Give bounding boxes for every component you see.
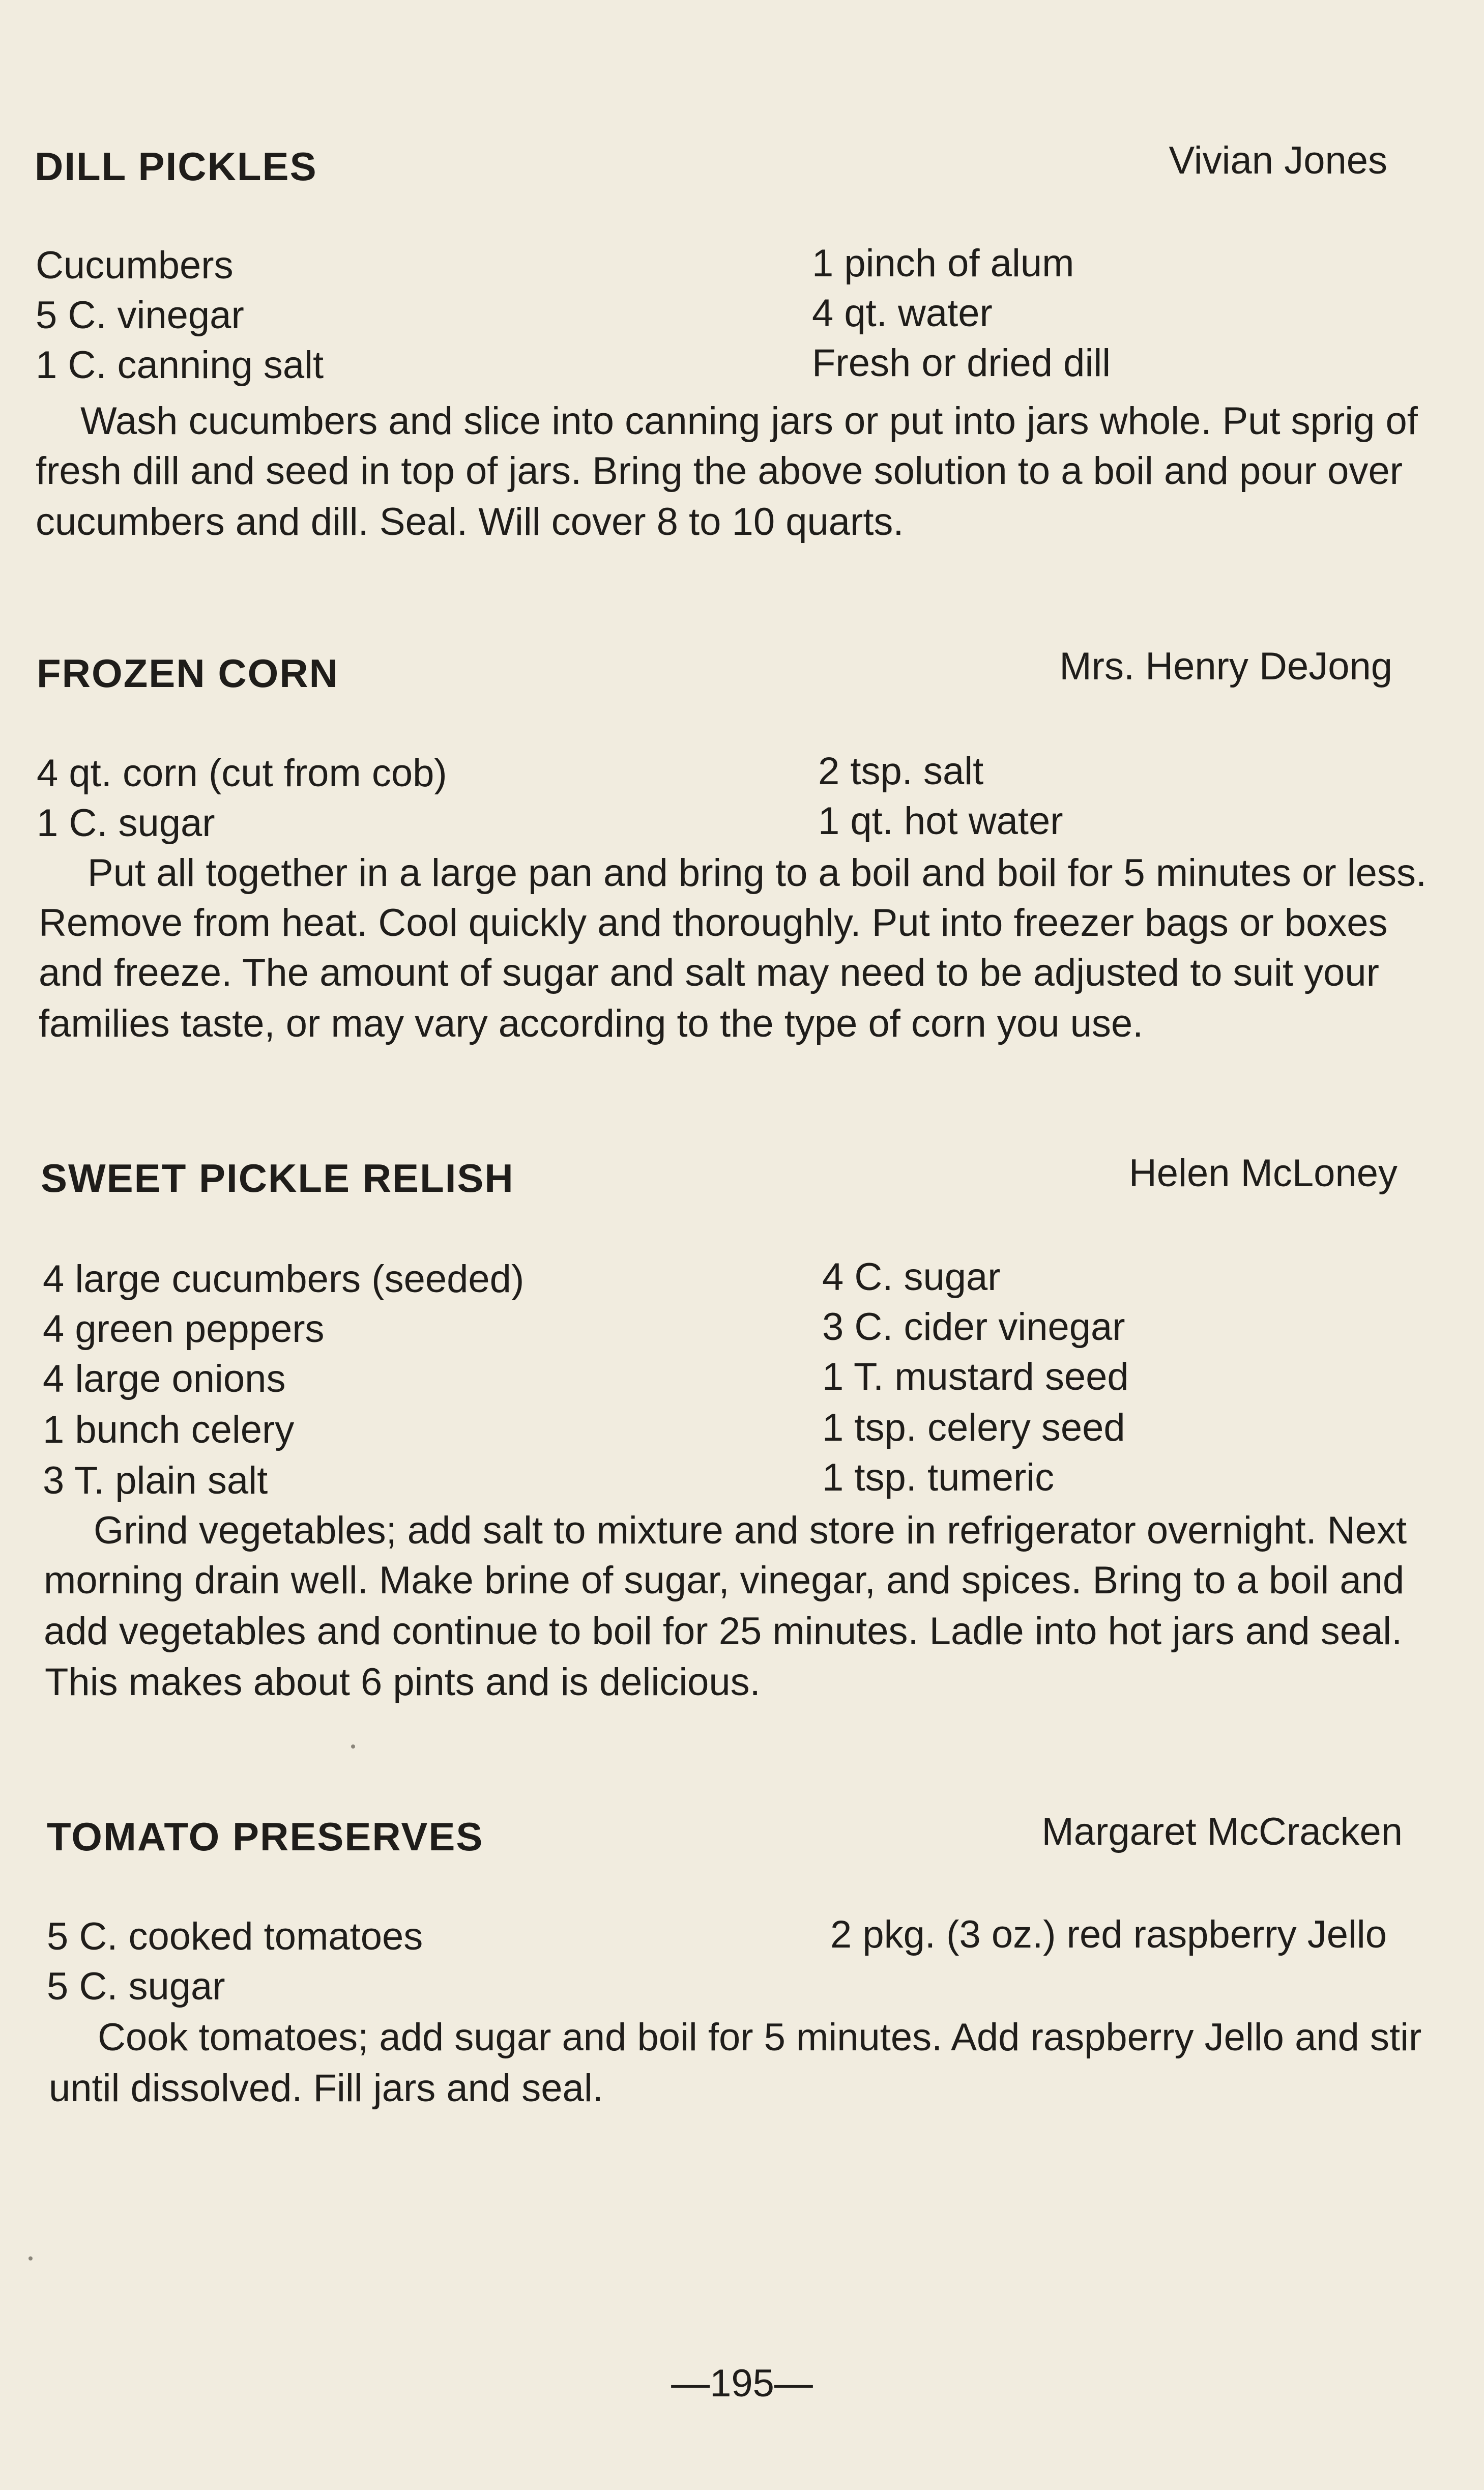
directions-line: cucumbers and dill. Seal. Will cover 8 to 10 quarts. (36, 500, 904, 543)
recipe-title: SWEET PICKLE RELISH (41, 1156, 514, 1200)
directions-line: morning drain well. Make brine of sugar, vinegar, and spices. Bring to a boil and (44, 1559, 1405, 1602)
ingredient-right: 2 tsp. salt (818, 750, 984, 793)
directions-line: add vegetables and continue to boil for 25 minutes. Ladle into hot jars and seal. (44, 1610, 1403, 1653)
directions-line: Remove from heat. Cool quickly and thoroughly. Put into freezer bags or boxes (39, 901, 1388, 945)
directions-line: Wash cucumbers and slice into canning jars or put into jars whole. Put sprig of (80, 399, 1418, 443)
directions-line: Grind vegetables; add salt to mixture and store in refrigerator overnight. Next (94, 1509, 1407, 1552)
page-number: —195— (671, 2362, 813, 2405)
ingredient-left: 5 C. vinegar (36, 294, 244, 337)
ingredient-right: Fresh or dried dill (812, 341, 1111, 385)
ingredient-left: Cucumbers (36, 244, 234, 287)
recipe-title: FROZEN CORN (37, 651, 339, 696)
ingredient-right: 1 qt. hot water (818, 799, 1063, 843)
ingredient-right: 4 C. sugar (822, 1255, 1001, 1299)
directions-line: Put all together in a large pan and bring to a boil and boil for 5 minutes or less. (88, 851, 1427, 895)
ingredient-left: 1 bunch celery (43, 1408, 295, 1451)
directions-line: fresh dill and seed in top of jars. Bring the above solution to a boil and pour over (36, 449, 1403, 493)
directions-line: until dissolved. Fill jars and seal. (49, 2067, 603, 2110)
ingredient-right: 4 qt. water (812, 292, 993, 335)
directions-line: families taste, or may vary according to the type of corn you use. (39, 1002, 1144, 1045)
ingredient-right: 1 pinch of alum (812, 242, 1074, 285)
ingredient-left: 1 C. sugar (37, 802, 215, 845)
recipe-author: Margaret McCracken (1041, 1810, 1403, 1853)
recipe-title: DILL PICKLES (35, 144, 317, 189)
ingredient-left: 4 large onions (43, 1357, 286, 1400)
ingredient-left: 1 C. canning salt (36, 344, 324, 387)
ingredient-left: 4 green peppers (43, 1307, 325, 1351)
ingredient-right: 2 pkg. (3 oz.) red raspberry Jello (830, 1913, 1387, 1956)
recipe-title: TOMATO PRESERVES (47, 1814, 484, 1859)
recipe-author: Mrs. Henry DeJong (1059, 645, 1392, 688)
directions-line: Cook tomatoes; add sugar and boil for 5 minutes. Add raspberry Jello and stir (98, 2016, 1422, 2059)
directions-line: and freeze. The amount of sugar and salt may need to be adjusted to suit your (39, 951, 1379, 994)
ingredient-left: 4 qt. corn (cut from cob) (37, 752, 447, 795)
speck-mark (351, 1744, 355, 1749)
speck-mark (28, 2256, 33, 2260)
ingredient-left: 4 large cucumbers (seeded) (43, 1257, 525, 1301)
directions-line: This makes about 6 pints and is delicious. (45, 1661, 761, 1704)
ingredient-right: 1 tsp. tumeric (822, 1456, 1055, 1499)
ingredient-left: 3 T. plain salt (43, 1459, 268, 1502)
recipe-author: Vivian Jones (1169, 139, 1387, 182)
ingredient-left: 5 C. cooked tomatoes (47, 1915, 423, 1958)
ingredient-left: 5 C. sugar (47, 1965, 225, 2008)
ingredient-right: 1 T. mustard seed (822, 1355, 1129, 1398)
ingredient-right: 1 tsp. celery seed (822, 1406, 1125, 1449)
recipe-author: Helen McLoney (1128, 1152, 1398, 1195)
ingredient-right: 3 C. cider vinegar (822, 1305, 1125, 1349)
